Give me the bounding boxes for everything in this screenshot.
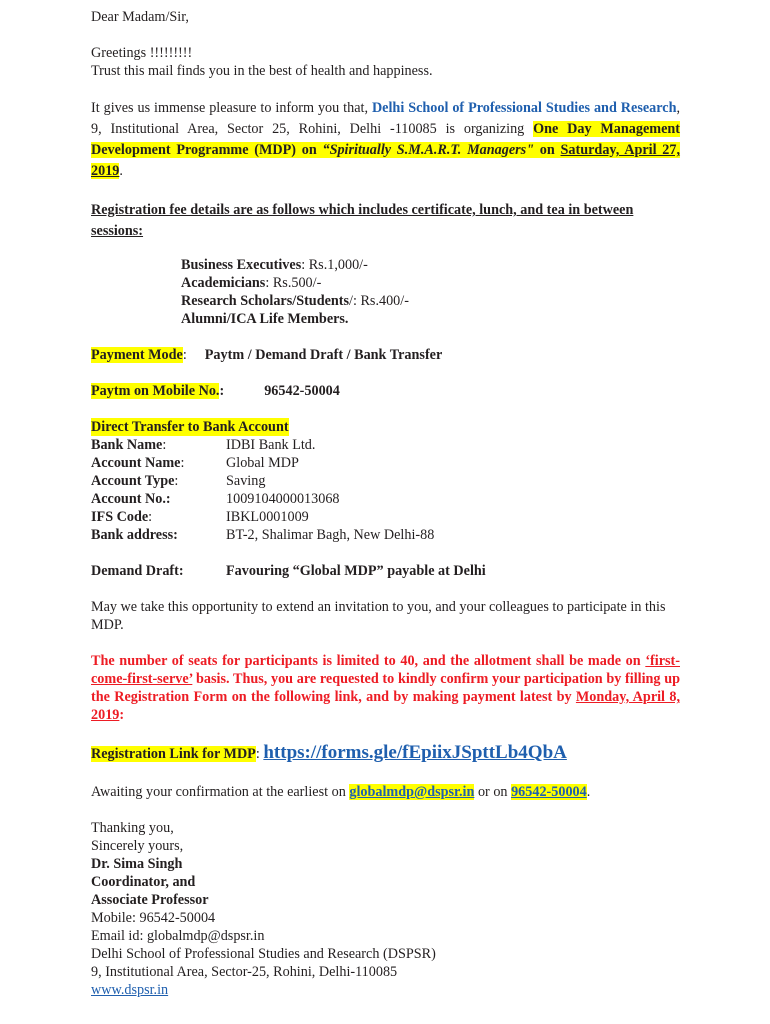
seat-notice: The number of seats for participants is limited to 40, and the allotment shall be made on ‘first-come-first-serve’ basis. Thus, you are requested to kindly confirm your participation by filling up the Registration Form on the following link, and by making payment latest by Monday, April 8, 2019: xyxy=(91,653,680,723)
payment-mode: Payment Mode: Paytm / Demand Draft / Bank Transfer xyxy=(91,347,443,363)
letter-body xyxy=(91,8,680,999)
confirm-line: Awaiting your confirmation at the earliest on globalmdp@dspsr.in or on 96542-50004. xyxy=(91,784,591,800)
demand-draft: Demand Draft: Favouring “Global MDP” payable at Delhi xyxy=(91,563,486,579)
bank-heading: Direct Transfer to Bank Account xyxy=(91,419,289,435)
signature-block: Thanking you, Sincerely yours, Dr. Sima Singh Coordinator, and Associate Professor Mobile: 96542-50004 Email id: globalmdp@dspsr.in Delhi School of Professional Studies and Research (DSPSR) 9, Institutional Area, Sector-25, Rohini, Delhi-110085 www.dspsr.in xyxy=(91,819,680,999)
bank-row: IFS Code: IBKL0001009 xyxy=(91,509,309,525)
institute-name: Delhi School of Professional Studies and Research xyxy=(371,100,677,116)
bank-row: Bank address: BT-2, Shalimar Bagh, New Delhi-88 xyxy=(91,527,435,543)
salutation: Dear Madam/Sir, xyxy=(91,9,189,25)
fee-item: Alumni/ICA Life Members. xyxy=(181,311,349,327)
signatory-name: Dr. Sima Singh xyxy=(91,856,183,872)
greetings-line: Greetings !!!!!!!!! xyxy=(91,45,193,61)
invite-paragraph: May we take this opportunity to extend an invitation to you, and your colleagues to participate in this MDP. xyxy=(91,599,666,633)
event-date: Saturday, April 27, 2019 xyxy=(91,142,681,179)
fee-list xyxy=(91,256,680,328)
deadline-date: Monday, April 8, 2019 xyxy=(91,689,680,723)
registration-line: Registration Link for MDP: https://forms.gle/fEpiixJSpttLb4QbA xyxy=(91,742,567,763)
email-link[interactable]: globalmdp@dspsr.in xyxy=(349,784,475,800)
intro-paragraph: It gives us immense pleasure to inform you that, Delhi School of Professional Studies and Research, 9, Institutional Area, Sector 25, Rohini, Delhi -110085 is organizing One Day Management Development Programme (MDP) on “Spiritually S.M.A.R.T. Managers" on Saturday, April 27, 2019. xyxy=(91,100,681,179)
website-link[interactable]: www.dspsr.in xyxy=(91,982,169,998)
fee-heading: Registration fee details are as follows which includes certificate, lunch, and tea in between sessions: xyxy=(91,202,634,239)
fee-item: Research Scholars/Students/: Rs.400/- xyxy=(181,293,409,309)
bank-row: Account Name: Global MDP xyxy=(91,455,299,471)
paytm-mobile: Paytm on Mobile No.: 96542-50004 xyxy=(91,383,340,399)
bank-row: Bank Name: IDBI Bank Ltd. xyxy=(91,437,316,453)
bank-row: Account No.: 1009104000013068 xyxy=(91,491,340,507)
phone-link[interactable]: 96542-50004 xyxy=(511,784,587,800)
fee-item: Business Executives: Rs.1,000/- xyxy=(181,257,368,273)
fee-item: Academicians: Rs.500/- xyxy=(181,275,322,291)
event-title: “Spiritually S.M.A.R.T. Managers" xyxy=(322,142,535,158)
registration-link[interactable]: https://forms.gle/fEpiixJSpttLb4QbA xyxy=(263,742,567,763)
event-highlight: One Day Management Development Programme (MDP) on “Spiritually S.M.A.R.T. Managers" on Saturday, April 27, 2019 xyxy=(91,121,681,179)
bank-row: Account Type: Saving xyxy=(91,473,266,489)
trust-line: Trust this mail finds you in the best of health and happiness. xyxy=(91,63,433,79)
